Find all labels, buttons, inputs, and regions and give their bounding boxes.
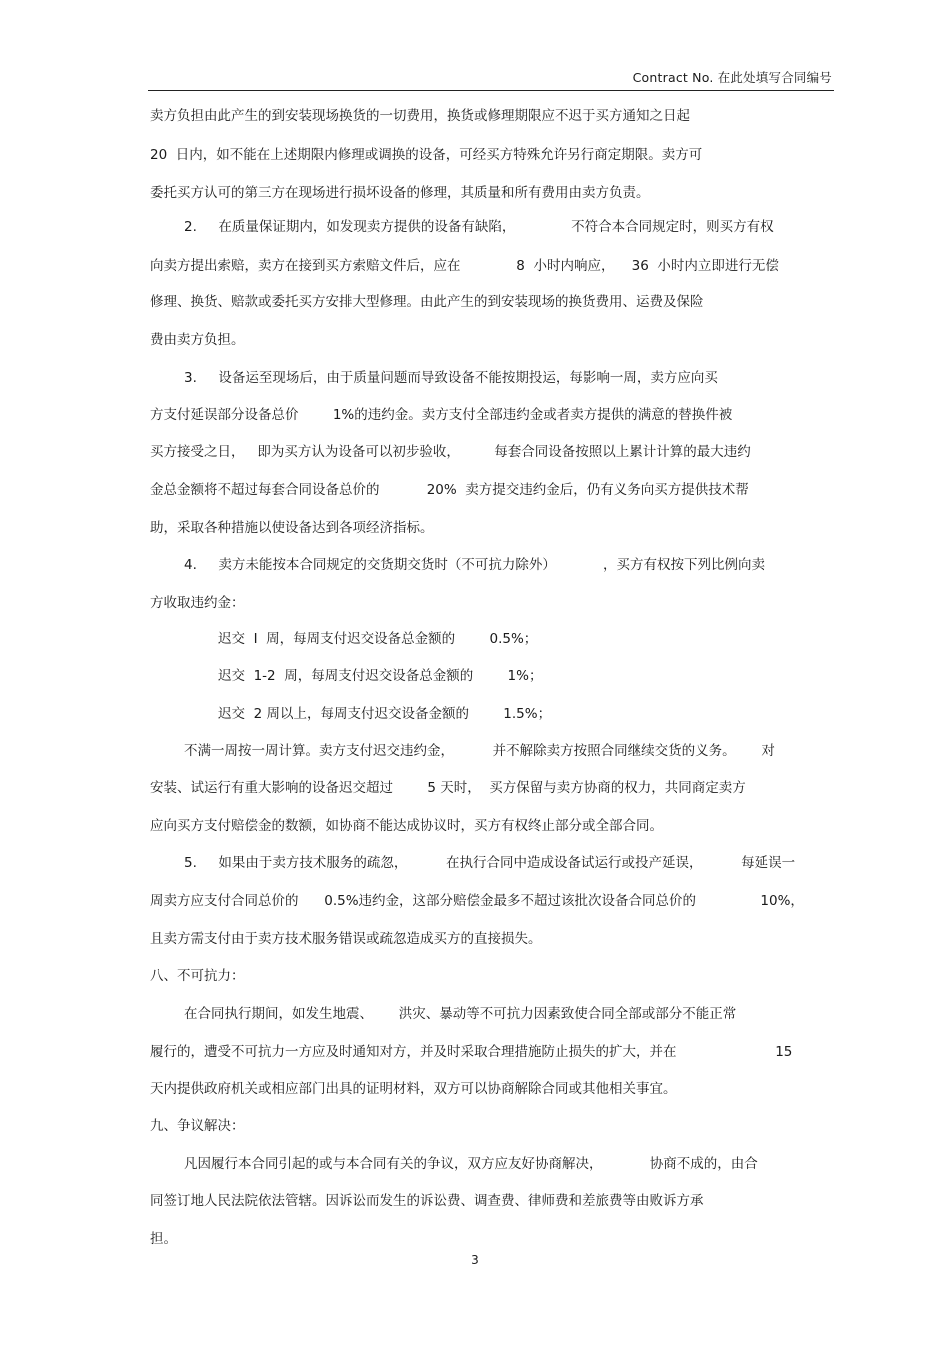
text-line: 费由卖方负担。 [150, 332, 245, 348]
text-line: 卖方负担由此产生的到安装现场换货的一切费用，换货或修理期限应不迟于买方通知之日起 [150, 108, 690, 124]
text-line: 周卖方应支付合同总价的 0.5%违约金，这部分赔偿金最多不超过该批次设备合同总价的 10%， [150, 893, 804, 909]
text-line: 迟交 1-2 周，每周支付迟交设备总金额的 1%； [218, 668, 543, 684]
text-line: 八、不可抗力： [150, 968, 245, 984]
text-line: 4. 卖方未能按本合同规定的交货期交货时（不可抗力除外） ，买方有权按下列比例向卖 [184, 557, 766, 573]
text-line: 担。 [150, 1231, 177, 1247]
text-line: 九、争议解决： [150, 1118, 245, 1134]
text-line: 金总金额将不超过每套合同设备总价的 20% 卖方提交违约金后，仍有义务向买方提供技术帮 [150, 482, 749, 498]
text-line: 天内提供政府机关或相应部门出具的证明材料，双方可以协商解除合同或其他相关事宜。 [150, 1081, 677, 1097]
text-line: 助，采取各种措施以使设备达到各项经济指标。 [150, 520, 434, 536]
page-number: 3 [471, 1253, 479, 1267]
text-line: 迟交 2 周以上，每周支付迟交设备金额的 1.5%； [218, 706, 552, 722]
text-line: 迟交 I 周，每周支付迟交设备总金额的 0.5%； [218, 631, 538, 647]
text-line: 安装、试运行有重大影响的设备迟交超过 5 天时， 买方保留与卖方协商的权力，共同商定卖方 [150, 780, 746, 796]
text-line: 买方接受之日， 即为买方认为设备可以初步验收， 每套合同设备按照以上累计计算的最大违约 [150, 444, 751, 460]
text-line: 20 日内，如不能在上述期限内修理或调换的设备，可经买方特殊允许另行商定期限。卖方可 [150, 147, 703, 163]
text-line: 向卖方提出索赔，卖方在接到买方索赔文件后，应在 8 小时内响应， 36 小时内立即进行无偿 [150, 258, 779, 274]
text-line: 在合同执行期间，如发生地震、 洪灾、暴动等不可抗力因素致使合同全部或部分不能正常 [184, 1006, 737, 1022]
text-line: 2. 在质量保证期内，如发现卖方提供的设备有缺陷， 不符合本合同规定时，则买方有权 [184, 219, 774, 235]
text-line: 应向买方支付赔偿金的数额，如协商不能达成协议时，买方有权终止部分或全部合同。 [150, 818, 663, 834]
text-line: 3. 设备运至现场后，由于质量问题而导致设备不能按期投运，每影响一周，卖方应向买 [184, 370, 718, 386]
text-line: 不满一周按一周计算。卖方支付迟交违约金， 并不解除卖方按照合同继续交货的义务。 对 [184, 743, 775, 759]
text-line: 方收取违约金： [150, 595, 245, 611]
contract-number: Contract No. 在此处填写合同编号 [632, 70, 832, 85]
text-line: 同签订地人民法院依法管辖。因诉讼而发生的诉讼费、调查费、律师费和差旅费等由败诉方承 [150, 1193, 704, 1209]
text-line: 委托买方认可的第三方在现场进行损坏设备的修理，其质量和所有费用由卖方负责。 [150, 185, 650, 201]
text-line: 5. 如果由于卖方技术服务的疏忽， 在执行合同中造成设备试运行或投产延误， 每延误一 [184, 855, 796, 871]
text-line: 修理、换货、赔款或委托买方安排大型修理。由此产生的到安装现场的换货费用、运费及保险 [150, 294, 704, 310]
text-line: 凡因履行本合同引起的或与本合同有关的争议，双方应友好协商解决， 协商不成的，由合 [184, 1156, 758, 1172]
text-line: 且卖方需支付由于卖方技术服务错误或疏忽造成买方的直接损失。 [150, 931, 542, 947]
text-line: 方支付延误部分设备总价 1%的违约金。卖方支付全部违约金或者卖方提供的满意的替换件被 [150, 407, 733, 423]
text-line: 履行的，遭受不可抗力一方应及时通知对方，并及时采取合理措施防止损失的扩大，并在 15 [150, 1044, 793, 1060]
page-header [148, 68, 834, 91]
